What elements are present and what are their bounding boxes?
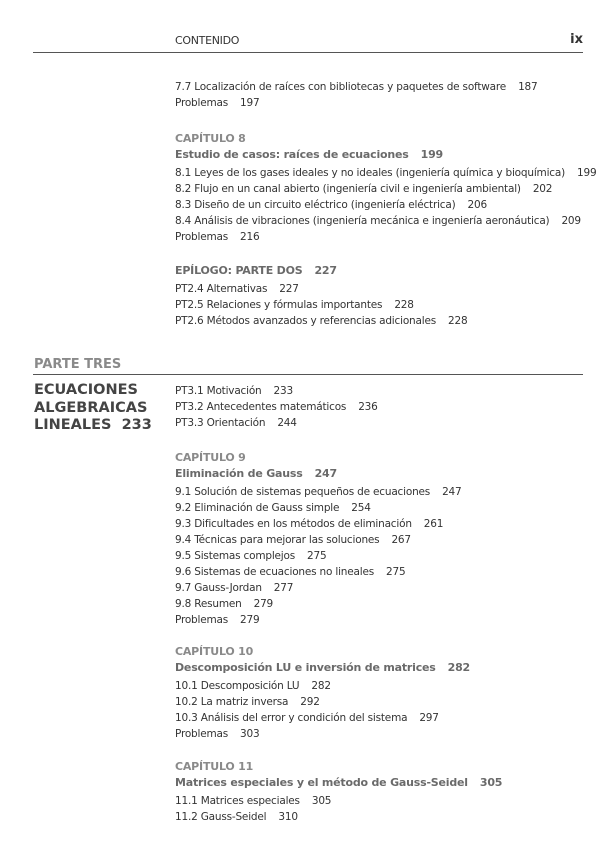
entry-label: 9.1 Solución de sistemas pequeños de ecuaciones [175, 486, 431, 498]
entry-page: 303 [240, 728, 260, 740]
entry-page: 202 [532, 183, 553, 195]
entry-label: Problemas [175, 231, 229, 243]
entry-page: 247 [442, 486, 462, 498]
chapter-8 [175, 131, 596, 245]
entry-label: 7.7 Localización de raíces con bibliotecas y paquetes de software [175, 81, 507, 93]
toc-entry[interactable] [175, 399, 378, 415]
entry-label: 9.2 Eliminación de Gauss simple [175, 502, 340, 514]
entry-label: 8.1 Leyes de los gases ideales y no ideales (ingeniería química y bioquímica) [175, 167, 565, 179]
part-items [175, 383, 378, 431]
entry-page: 197 [240, 97, 260, 109]
entry-label: PT3.3 Orientación [175, 417, 266, 429]
chapter-label: CAPÍTULO 9 [175, 451, 246, 464]
toc-entry[interactable] [175, 165, 596, 181]
toc-entry[interactable] [175, 79, 538, 95]
chapter-title[interactable] [175, 660, 470, 676]
toc-entry[interactable] [175, 281, 467, 297]
chapter-label: CAPÍTULO 8 [175, 132, 246, 145]
toc-entry[interactable] [175, 596, 462, 612]
entry-page: 305 [311, 795, 332, 807]
toc-entry[interactable] [175, 313, 467, 329]
entry-page: 279 [240, 614, 260, 626]
chapter-title[interactable] [175, 466, 462, 482]
entry-label: 9.4 Técnicas para mejorar las soluciones [175, 534, 380, 546]
chapter-page: 247 [314, 467, 337, 480]
entry-label: Problemas [175, 728, 229, 740]
entry-label: 9.5 Sistemas complejos [175, 550, 296, 562]
entry-page: 279 [253, 598, 274, 610]
toc-entry[interactable] [175, 580, 462, 596]
toc-entry[interactable] [175, 793, 502, 809]
chapter-title-text: Matrices especiales y el método de Gauss-Seidel [175, 776, 468, 789]
entry-label: 9.3 Dificultades en los métodos de eliminación [175, 518, 412, 530]
entry-label: 10.3 Análisis del error y condición del sistema [175, 712, 408, 724]
entry-label: 9.6 Sistemas de ecuaciones no lineales [175, 566, 375, 578]
chapter-label: CAPÍTULO 11 [175, 760, 254, 773]
entry-page: 228 [394, 299, 414, 311]
entry-label: Problemas [175, 614, 229, 626]
entry-label: PT3.2 Antecedentes matemáticos [175, 401, 347, 413]
chapter-10 [175, 644, 470, 742]
toc-entry[interactable] [175, 415, 378, 431]
entry-label: 11.2 Gauss-Seidel [175, 811, 267, 823]
entry-label: Problemas [175, 97, 229, 109]
entry-label: 8.4 Análisis de vibraciones (ingeniería mecánica e ingeniería aeronáutica) [175, 215, 550, 227]
toc-entry[interactable] [175, 229, 596, 245]
entry-label: PT2.6 Métodos avanzados y referencias adicionales [175, 315, 436, 327]
chapter-11 [175, 759, 502, 825]
entry-page: 275 [386, 566, 406, 578]
entry-page: 206 [467, 199, 487, 211]
entry-label: 8.2 Flujo en un canal abierto (ingeniería civil e ingeniería ambiental) [175, 183, 521, 195]
entry-page: 216 [240, 231, 260, 243]
toc-entry[interactable] [175, 95, 538, 111]
toc-entry[interactable] [175, 726, 470, 742]
chapter-9 [175, 450, 462, 628]
entry-page: 277 [273, 582, 294, 594]
toc-entry[interactable] [175, 297, 467, 313]
entry-page: 310 [278, 811, 298, 823]
entry-page: 254 [351, 502, 371, 514]
toc-entry[interactable] [175, 809, 502, 825]
entry-page: 228 [447, 315, 468, 327]
toc-entry[interactable] [175, 532, 462, 548]
entry-page: 209 [561, 215, 581, 227]
toc-entry[interactable] [175, 612, 462, 628]
entry-page: 199 [577, 167, 597, 179]
toc-entry[interactable] [175, 181, 596, 197]
toc-entry[interactable] [175, 484, 462, 500]
chapter-page: 199 [420, 148, 444, 161]
entry-page: 236 [358, 401, 378, 413]
toc-entry[interactable] [175, 197, 596, 213]
toc-entry[interactable] [175, 678, 470, 694]
entry-page: 187 [518, 81, 538, 93]
entry-page: 233 [273, 385, 293, 397]
part-title: ECUACIONES ALGEBRAICAS LINEALES 233 [34, 382, 152, 433]
part-rule [33, 374, 583, 375]
entry-page: 282 [311, 680, 331, 692]
chapter-title[interactable] [175, 775, 502, 791]
entry-page: 227 [279, 283, 299, 295]
chapter-title[interactable] [175, 147, 596, 163]
toc-entry[interactable] [175, 710, 470, 726]
entry-page: 292 [300, 696, 320, 708]
entry-label: 9.8 Resumen [175, 598, 242, 610]
entry-label: 9.7 Gauss-Jordan [175, 582, 262, 594]
entry-page: 267 [391, 534, 411, 546]
toc-entry[interactable] [175, 694, 470, 710]
page-number: ix [570, 32, 583, 47]
toc-entry[interactable] [175, 213, 596, 229]
entry-label: PT2.4 Alternativas [175, 283, 268, 295]
toc-entry[interactable] [175, 548, 462, 564]
entry-page: 275 [307, 550, 327, 562]
chapter-title[interactable] [175, 263, 467, 279]
toc-block [175, 79, 538, 111]
header-rule [33, 52, 583, 53]
entry-page: 297 [419, 712, 439, 724]
part-label: PARTE TRES [34, 357, 122, 372]
chapter-page: 305 [479, 776, 503, 789]
entry-page: 261 [423, 518, 444, 530]
chapter-title-text: Descomposición LU e inversión de matrices [175, 661, 436, 674]
chapter-label: CAPÍTULO 10 [175, 645, 254, 658]
entry-label: 8.3 Diseño de un circuito eléctrico (ingeniería eléctrica) [175, 199, 456, 211]
chapter-title-text: Estudio de casos: raíces de ecuaciones [175, 148, 409, 161]
toc-entry[interactable] [175, 564, 462, 580]
entry-label: 10.2 La matriz inversa [175, 696, 289, 708]
entry-label: PT2.5 Relaciones y fórmulas importantes [175, 299, 383, 311]
chapter-title-text: Eliminación de Gauss [175, 467, 303, 480]
epilogue [175, 263, 467, 329]
chapter-title-text: EPÍLOGO: PARTE DOS [175, 264, 303, 277]
entry-page: 244 [277, 417, 297, 429]
entry-label: 11.1 Matrices especiales [175, 795, 300, 807]
entry-label: PT3.1 Motivación [175, 385, 262, 397]
running-header: CONTENIDO [175, 34, 240, 47]
toc-entry[interactable] [175, 516, 462, 532]
toc-entry[interactable] [175, 383, 378, 399]
entry-label: 10.1 Descomposición LU [175, 680, 300, 692]
chapter-page: 227 [314, 264, 337, 277]
chapter-page: 282 [447, 661, 471, 674]
toc-entry[interactable] [175, 500, 462, 516]
